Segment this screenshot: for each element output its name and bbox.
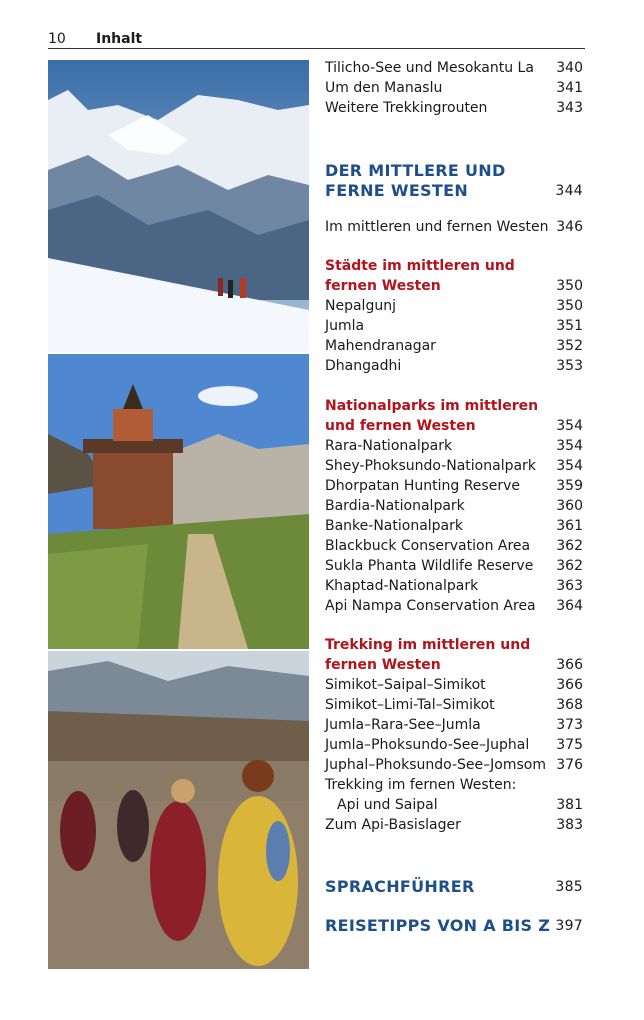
toc-chapter-heading: SPRACHFÜHRER 385 [325,877,583,896]
toc-entry: Blackbuck Conservation Area 362 [325,538,583,554]
toc-entry: Simikot–Limi-Tal–Simikot 368 [325,697,583,713]
toc-chapter-heading: DER MITTLERE UND [325,161,506,180]
toc-entry: Api Nampa Conservation Area 364 [325,598,583,614]
toc-subheading: Nationalparks im mittleren [325,398,539,414]
toc-entry: Api und Saipal 381 [337,797,583,813]
toc-entry: Mahendranagar 352 [325,338,583,354]
toc-entry: Sukla Phanta Wildlife Reserve 362 [325,558,583,574]
toc-entry: Shey-Phoksundo-Nationalpark 354 [325,458,583,474]
toc-entry: Um den Manaslu 341 [325,80,583,96]
mountain-trekkers-photo [48,60,309,352]
toc-entry: Jumla–Phoksundo-See–Juphal 375 [325,737,583,753]
toc-subheading: fernen Westen 350 [325,278,583,294]
toc-entry: Jumla 351 [325,318,583,334]
toc-subheading: fernen Westen 366 [325,657,583,673]
toc-subheading: Trekking im mittleren und [325,637,531,653]
toc-entry: Weitere Trekkingrouten 343 [325,100,583,116]
section-title: Inhalt [96,31,143,47]
toc-chapter-heading: REISETIPPS VON A BIS Z 397 [325,916,583,935]
toc-entry: Zum Api-Basislager 383 [325,817,583,833]
photo-column [48,60,309,969]
toc-entry: Dhangadhi 353 [325,358,583,374]
toc-entry: Dhorpatan Hunting Reserve 359 [325,478,583,494]
page-number: 10 [48,31,66,47]
toc-entry: Simikot–Saipal–Simikot 366 [325,677,583,693]
toc-entry: Tilicho-See und Mesokantu La 340 [325,60,583,76]
toc-entry: Rara-Nationalpark 354 [325,438,583,454]
toc-subheading: und fernen Westen 354 [325,418,583,434]
festival-people-photo [48,651,309,969]
toc-entry: Juphal–Phoksundo-See–Jomsom 376 [325,757,583,773]
toc-entry: Im mittleren und fernen Westen 346 [325,219,583,235]
page-header [48,30,585,49]
toc-entry: Nepalgunj 350 [325,298,583,314]
toc-entry: Jumla–Rara-See–Jumla 373 [325,717,583,733]
chorten-trail-photo [48,354,309,649]
toc-chapter-heading: FERNE WESTEN 344 [325,181,583,200]
toc-entry: Trekking im fernen Westen: [325,777,517,793]
toc-entry: Bardia-Nationalpark 360 [325,498,583,514]
toc-entry: Khaptad-Nationalpark 363 [325,578,583,594]
toc-entry: Banke-Nationalpark 361 [325,518,583,534]
toc-subheading: Städte im mittleren und [325,258,515,274]
